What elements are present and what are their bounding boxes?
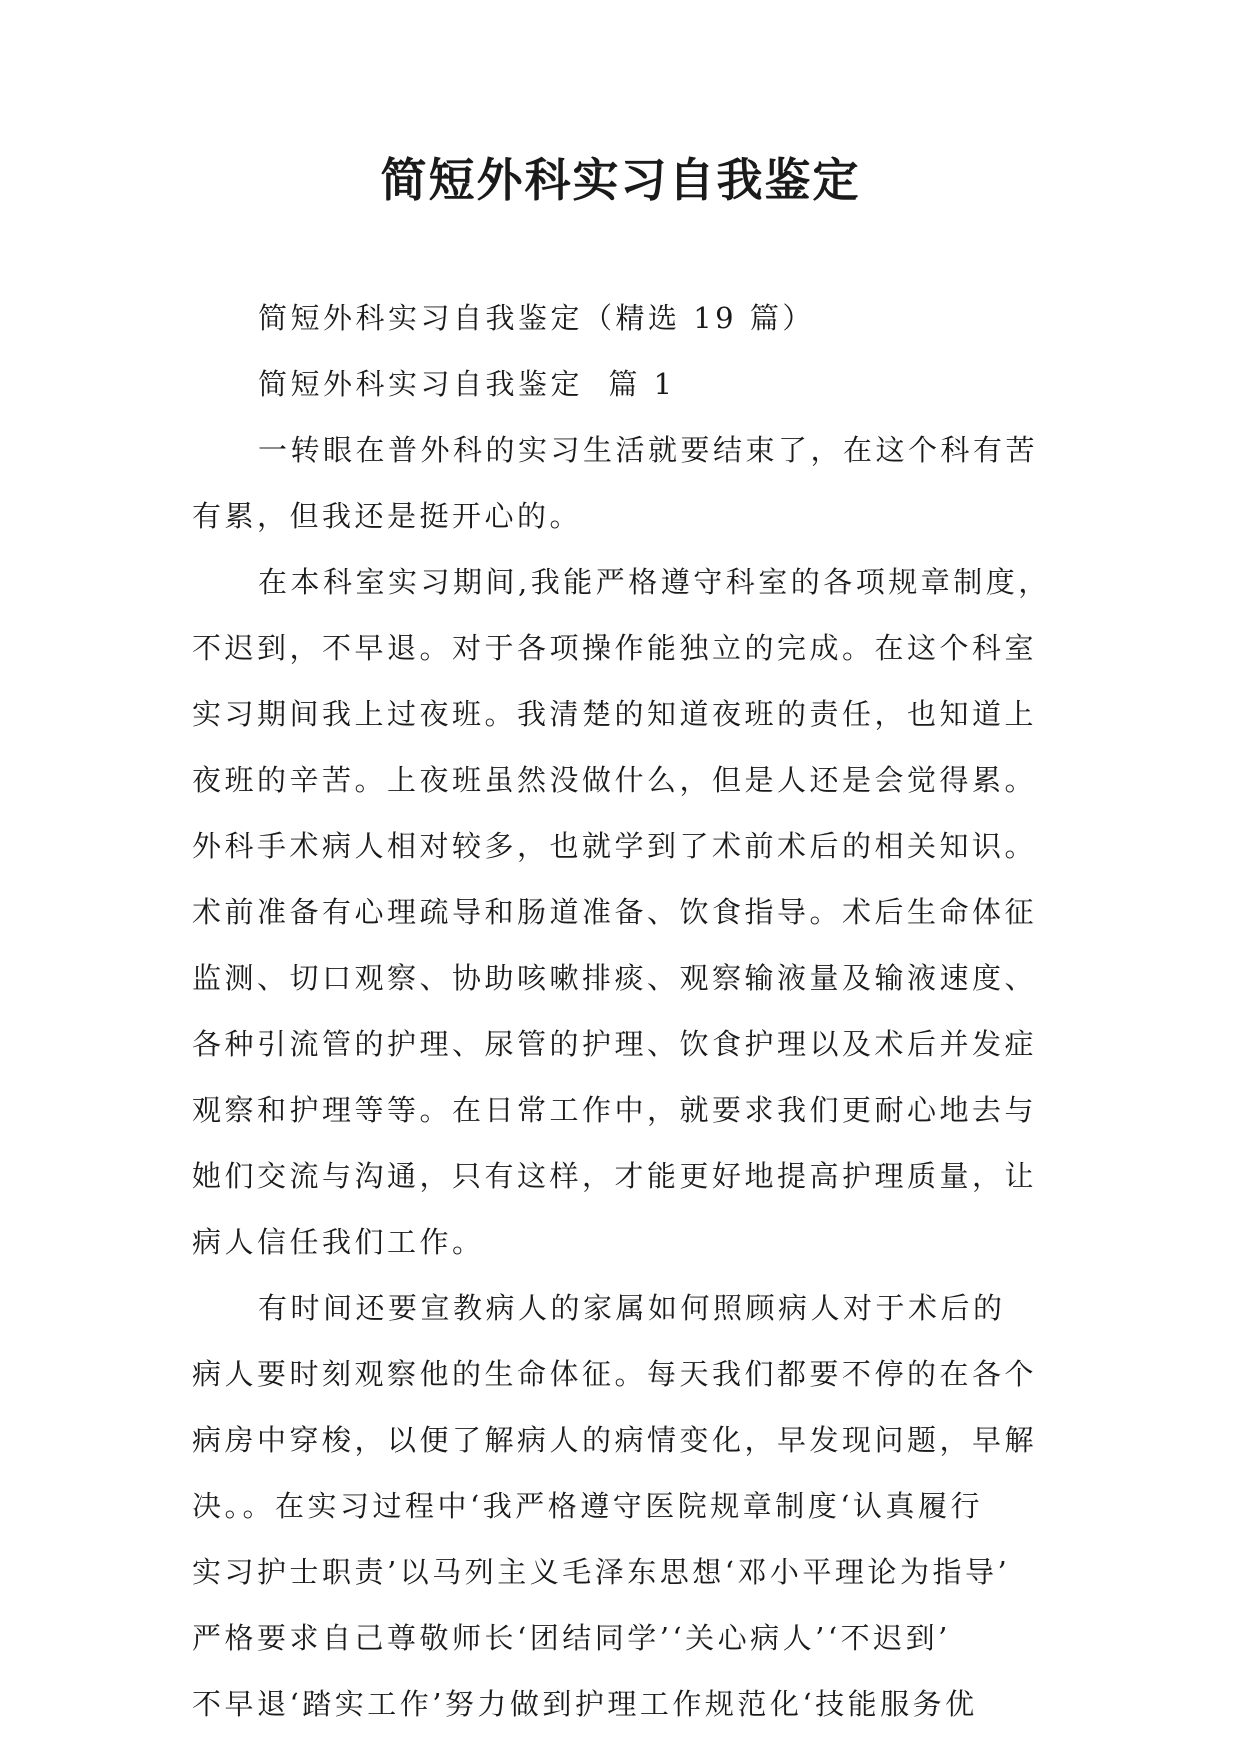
paragraph-line: 术前准备有心理疏导和肠道准备、饮食指导。术后生命体征: [192, 895, 1038, 929]
body-paragraph: [192, 417, 1052, 549]
paragraph-line: 有时间还要宣教病人的家属如何照顾病人对于术后的: [258, 1291, 1006, 1325]
document-body: [192, 285, 1052, 1737]
paragraph-line: 不迟到，不早退。对于各项操作能独立的完成。在这个科室: [192, 631, 1038, 665]
paragraph-line: 夜班的辛苦。上夜班虽然没做什么，但是人还是会觉得累。: [192, 763, 1038, 797]
paragraph-line: 决。。在实习过程中‘我严格遵守医院规章制度‘认真履行: [192, 1489, 983, 1523]
paragraph-line: 有累，但我还是挺开心的。: [192, 499, 583, 533]
body-paragraph: [192, 549, 1052, 1275]
paragraph-line: 病房中穿梭，以便了解病人的病情变化，早发现问题，早解: [192, 1423, 1038, 1457]
paragraph-line: 病人信任我们工作。: [192, 1225, 485, 1259]
paragraph-line: 监测、切口观察、协助咳嗽排痰、观察输液量及输液速度、: [192, 961, 1038, 995]
paragraph-line: 她们交流与沟通，只有这样，才能更好地提高护理质量，让: [192, 1159, 1038, 1193]
paragraph-line: 外科手术病人相对较多，也就学到了术前术后的相关知识。: [192, 829, 1038, 863]
paragraph-line: 病人要时刻观察他的生命体征。每天我们都要不停的在各个: [192, 1357, 1038, 1391]
paragraph-line: 严格要求自己尊敬师长‘团结同学’‘关心病人’‘不迟到’: [192, 1621, 951, 1655]
subtitle-paragraph: [192, 285, 1052, 351]
section-heading-paragraph: [192, 351, 1052, 417]
paragraph-line: 简短外科实习自我鉴定（精选 19 篇）: [258, 301, 815, 335]
paragraph-line: 简短外科实习自我鉴定 篇 1: [258, 367, 676, 401]
paragraph-line: 观察和护理等等。在日常工作中，就要求我们更耐心地去与: [192, 1093, 1038, 1127]
paragraph-line: 实习护士职责’以马列主义毛泽东思想‘邓小平理论为指导’: [192, 1555, 1011, 1589]
paragraph-line: 一转眼在普外科的实习生活就要结束了，在这个科有苦: [258, 433, 1039, 467]
paragraph-line: 在本科室实习期间,我能严格遵守科室的各项规章制度，: [258, 565, 1051, 599]
body-paragraph: [192, 1275, 1052, 1737]
paragraph-line: 各种引流管的护理、尿管的护理、饮食护理以及术后并发症: [192, 1027, 1038, 1061]
paragraph-line: 实习期间我上过夜班。我清楚的知道夜班的责任，也知道上: [192, 697, 1038, 731]
document-title: 简短外科实习自我鉴定: [380, 153, 861, 207]
paragraph-line: 不早退‘踏实工作’努力做到护理工作规范化‘技能服务优: [192, 1687, 978, 1721]
